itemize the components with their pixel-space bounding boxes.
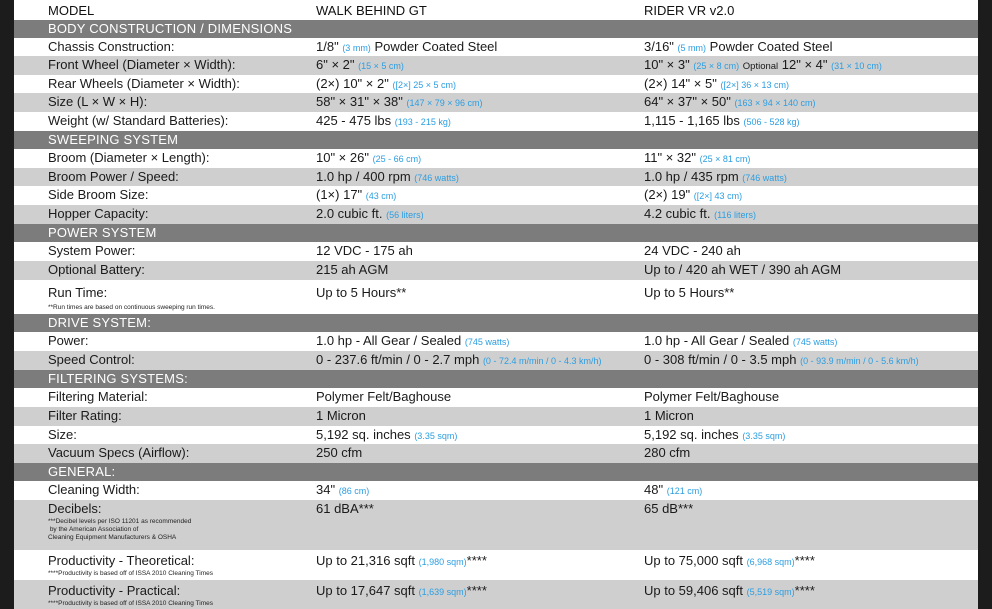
rider-value: 3/16" (5 mm) Powder Coated Steel	[644, 39, 833, 54]
rider-value: 64" × 37" × 50" (163 × 94 × 140 cm)	[644, 94, 816, 109]
table-row	[0, 242, 992, 261]
rider-value: 11" × 32" (25 × 81 cm)	[644, 150, 751, 165]
section-body	[0, 20, 992, 38]
rider-header: RIDER VR v2.0	[644, 3, 735, 18]
rider-value: Up to / 420 ah WET / 390 ah AGM	[644, 262, 842, 277]
walk-value: 6" × 2" (15 × 5 cm)	[316, 57, 404, 72]
walk-value: 10" × 26" (25 - 66 cm)	[316, 150, 422, 165]
right-dark-edge	[978, 0, 992, 609]
section-title: BODY CONSTRUCTION / DIMENSIONS	[48, 21, 293, 36]
table-row	[0, 261, 992, 280]
row-label: Rear Wheels (Diameter × Width):	[48, 76, 240, 91]
row-note: ***Decibel levels per ISO 11201 as recommended by the American Association of Cleaning Equipment Manufacturers & OSHA	[48, 518, 192, 541]
rider-value: Polymer Felt/Baghouse	[644, 389, 780, 404]
section-title: DRIVE SYSTEM:	[48, 315, 152, 330]
row-label: Side Broom Size:	[48, 187, 149, 202]
rider-value: (2×) 14" × 5" ([2×] 36 × 13 cm)	[644, 76, 789, 91]
table-row	[0, 332, 992, 351]
left-dark-edge	[0, 0, 14, 609]
table-row	[0, 56, 992, 75]
walk-value: 1.0 hp / 400 rpm (746 watts)	[316, 169, 459, 184]
rider-value: 65 dB***	[644, 501, 694, 516]
rider-value: 1,115 - 1,165 lbs (506 - 528 kg)	[644, 113, 800, 128]
row-label: Productivity - Theoretical:	[48, 553, 195, 568]
table-row	[0, 280, 992, 314]
table-row	[0, 38, 992, 56]
table-row	[0, 500, 992, 550]
section-title: SWEEPING SYSTEM	[48, 132, 179, 147]
row-label: Front Wheel (Diameter × Width):	[48, 57, 236, 72]
section-title: FILTERING SYSTEMS:	[48, 371, 188, 386]
row-label: Power:	[48, 333, 89, 348]
walk-value: (2×) 10" × 2" ([2×] 25 × 5 cm)	[316, 76, 456, 91]
row-label: System Power:	[48, 243, 136, 258]
row-label: Productivity - Practical:	[48, 583, 181, 598]
table-row	[0, 407, 992, 426]
rider-value: 48" (121 cm)	[644, 482, 703, 497]
row-label: Vacuum Specs (Airflow):	[48, 445, 190, 460]
rider-value: 24 VDC - 240 ah	[644, 243, 741, 258]
section-title: POWER SYSTEM	[48, 225, 157, 240]
table-row	[0, 351, 992, 370]
rider-value: 4.2 cubic ft. (116 liters)	[644, 206, 756, 221]
table-row	[0, 149, 992, 168]
model-header: MODEL	[48, 3, 95, 18]
walk-value: 2.0 cubic ft. (56 liters)	[316, 206, 424, 221]
rider-value: 0 - 308 ft/min / 0 - 3.5 mph (0 - 93.9 m/min / 0 - 5.6 km/h)	[644, 352, 919, 367]
row-note: **Run times are based on continuous sweeping run times.	[48, 304, 215, 311]
table-row	[0, 168, 992, 186]
walk-value: Up to 21,316 sqft (1,980 sqm)****	[316, 553, 487, 568]
rider-value: Up to 5 Hours**	[644, 285, 735, 300]
row-label: Speed Control:	[48, 352, 135, 367]
walk-value: Polymer Felt/Baghouse	[316, 389, 452, 404]
walk-value: 1.0 hp - All Gear / Sealed (745 watts)	[316, 333, 510, 348]
walk-value: Up to 17,647 sqft (1,639 sqm)****	[316, 583, 487, 598]
walk-value: 1/8" (3 mm) Powder Coated Steel	[316, 39, 498, 54]
section-sweeping	[0, 131, 992, 149]
row-label: Size:	[48, 427, 77, 442]
table-row	[0, 426, 992, 444]
table-row	[0, 186, 992, 205]
rider-value: 1.0 hp / 435 rpm (746 watts)	[644, 169, 787, 184]
rider-value: 1.0 hp - All Gear / Sealed (745 watts)	[644, 333, 838, 348]
walk-value: 5,192 sq. inches (3.35 sqm)	[316, 427, 458, 442]
rider-value: Up to 59,406 sqft (5,519 sqm)****	[644, 583, 815, 598]
table-row	[0, 93, 992, 112]
walk-value: 425 - 475 lbs (193 - 215 kg)	[316, 113, 451, 128]
row-label: Hopper Capacity:	[48, 206, 149, 221]
row-label: Chassis Construction:	[48, 39, 175, 54]
table-row	[0, 481, 992, 500]
row-label: Cleaning Width:	[48, 482, 140, 497]
section-general	[0, 463, 992, 481]
table-row	[0, 388, 992, 407]
section-power	[0, 224, 992, 242]
walk-value: (1×) 17" (43 cm)	[316, 187, 397, 202]
walk-value: 0 - 237.6 ft/min / 0 - 2.7 mph (0 - 72.4 m/min / 0 - 4.3 km/h)	[316, 352, 602, 367]
section-drive	[0, 314, 992, 332]
walk-value: 34" (86 cm)	[316, 482, 370, 497]
walk-value: 61 dBA***	[316, 501, 374, 516]
walk-value: 12 VDC - 175 ah	[316, 243, 413, 258]
walk-value: Up to 5 Hours**	[316, 285, 407, 300]
table-row	[0, 205, 992, 224]
rider-value: 1 Micron	[644, 408, 694, 423]
table-row	[0, 444, 992, 463]
table-row	[0, 580, 992, 609]
row-label: Weight (w/ Standard Batteries):	[48, 113, 229, 128]
row-label: Filtering Material:	[48, 389, 148, 404]
row-label: Broom (Diameter × Length):	[48, 150, 210, 165]
walk-value: 215 ah AGM	[316, 262, 389, 277]
row-label: Broom Power / Speed:	[48, 169, 179, 184]
rider-value: Up to 75,000 sqft (6,968 sqm)****	[644, 553, 815, 568]
walk-value: 250 cfm	[316, 445, 363, 460]
walk-value: 1 Micron	[316, 408, 366, 423]
table-header	[0, 0, 992, 20]
rider-value: (2×) 19" ([2×] 43 cm)	[644, 187, 743, 202]
walk-behind-header: WALK BEHIND GT	[316, 3, 427, 18]
row-label: Size (L × W × H):	[48, 94, 148, 109]
table-row	[0, 112, 992, 131]
rider-value: 280 cfm	[644, 445, 691, 460]
walk-value: 58" × 31" × 38" (147 × 79 × 96 cm)	[316, 94, 483, 109]
table-row	[0, 75, 992, 93]
rider-value: 10" × 3" (25 × 8 cm) Optional 12" × 4" (31 × 10 cm)	[644, 57, 882, 72]
section-title: GENERAL:	[48, 464, 116, 479]
row-label: Run Time:	[48, 285, 108, 300]
row-label: Filter Rating:	[48, 408, 122, 423]
row-note: ****Productivity is based off of ISSA 2010 Cleaning Times	[48, 600, 214, 607]
section-filtering	[0, 370, 992, 388]
row-label: Decibels:	[48, 501, 102, 516]
row-label: Optional Battery:	[48, 262, 145, 277]
table-row	[0, 550, 992, 580]
row-note: ****Productivity is based off of ISSA 2010 Cleaning Times	[48, 570, 214, 577]
rider-value: 5,192 sq. inches (3.35 sqm)	[644, 427, 786, 442]
